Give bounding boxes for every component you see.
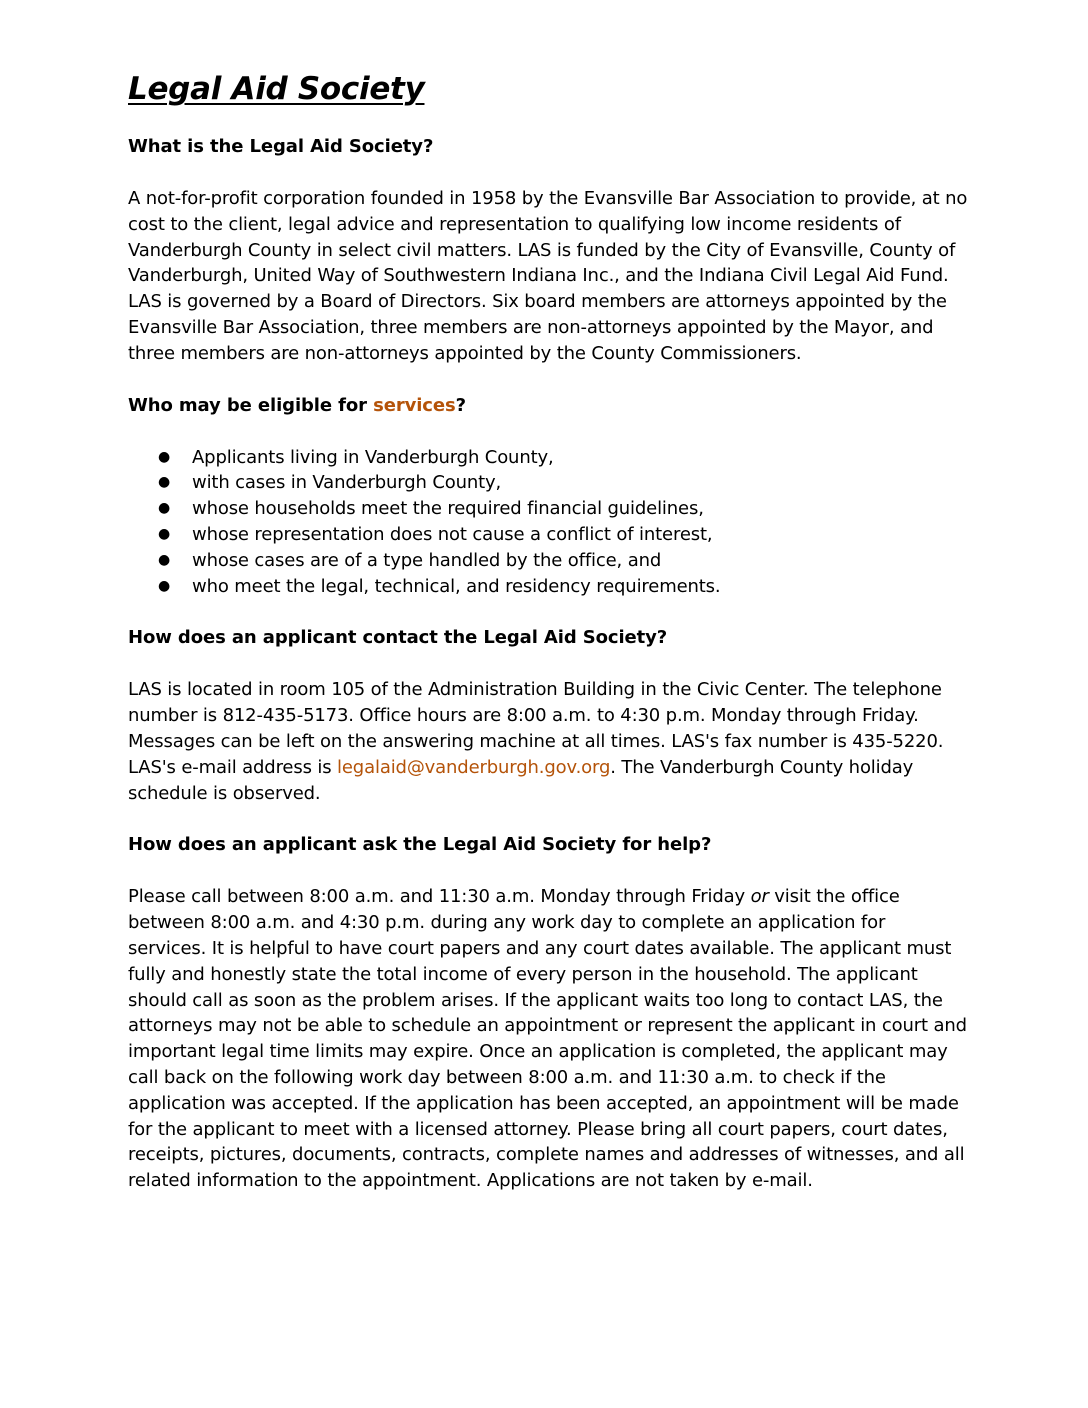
section-body-help: [128, 884, 968, 1194]
list-item: [128, 445, 968, 471]
contact-text: LAS is located in room 105 of the Administration Building in the Civic Center. The telephone number is 812-435-5173. Office hours are 8:00 a.m. to 4:30 p.m. Monday through Friday. Messages can be left on the answering machine at all times. LAS's fax number is 435-5220. LAS's e-mail address is: [128, 679, 944, 778]
list-item-text: who meet the legal, technical, and residency requirements.: [192, 575, 721, 597]
list-item-text: whose cases are of a type handled by the office, and: [192, 549, 662, 571]
email-link[interactable]: legalaid@vanderburgh.gov.org: [337, 756, 611, 778]
help-text-end: visit the office between 8:00 a.m. and 4:30 p.m. during any work day to complete an application for services. It is helpful to have court papers and any court dates available. The applicant must fully and honestly state the total income of every person in the household. The applicant should call as soon as the problem arises. If the applicant waits too long to contact LAS, the attorneys may not be able to schedule an appointment or represent the applicant in court and important legal time limits may expire. Once an application is completed, the applicant may call back on the following work day between 8:00 a.m. and 11:30 a.m. to check if the application was accepted. If the application has been accepted, an appointment will be made for the applicant to meet with a licensed attorney. Please bring all court papers, court dates, receipts, pictures, documents, contracts, complete names and addresses of witnesses, and all related information to the appointment. Applications are not taken by e-mail.: [128, 886, 967, 1192]
section-body-contact: [128, 677, 968, 806]
list-item: [128, 548, 968, 574]
bullet-icon: ●: [158, 474, 171, 491]
list-item-text: whose households meet the required financial guidelines,: [192, 498, 704, 520]
list-item: [128, 496, 968, 522]
list-item-text: whose representation does not cause a conflict of interest,: [192, 523, 713, 545]
section-heading-eligible: [128, 393, 968, 419]
page-title: Legal Aid Society: [128, 71, 425, 107]
section-heading-what: What is the Legal Aid Society?: [128, 136, 434, 157]
list-item-text: Applicants living in Vanderburgh County,: [192, 446, 554, 468]
services-link[interactable]: services: [373, 394, 456, 416]
bullet-icon: ●: [158, 551, 171, 568]
heading-punctuation: ?: [455, 394, 466, 416]
help-text: Please call between 8:00 a.m. and 11:30 a.m. Monday through Friday: [128, 886, 751, 908]
bullet-icon: ●: [158, 500, 171, 517]
contact-text-end: . The Vanderburgh County holiday schedule is observed.: [128, 756, 914, 804]
help-emphasis: or: [750, 886, 769, 908]
bullet-icon: ●: [158, 448, 171, 465]
list-item: [128, 574, 968, 600]
section-heading-contact: How does an applicant contact the Legal Aid Society?: [128, 627, 668, 649]
list-item-text: with cases in Vanderburgh County,: [192, 472, 502, 494]
eligibility-list: [128, 445, 968, 600]
document-content: [128, 66, 968, 1194]
section-body-what: A not-for-profit corporation founded in 1958 by the Evansville Bar Association to provide, at no cost to the client, legal advice and representation to qualifying low income residents of Vanderburgh County in select civil matters. LAS is funded by the City of Evansville, County of Vanderburgh, United Way of Southwestern Indiana Inc., and the Indiana Civil Legal Aid Fund. LAS is governed by a Board of Directors. Six board members are attorneys appointed by the Evansville Bar Association, three members are non-attorneys appointed by the Mayor, and three members are non-attorneys appointed by the County Commissioners.: [128, 188, 968, 364]
section-heading-help: How does an applicant ask the Legal Aid Society for help?: [128, 834, 712, 856]
list-item: [128, 470, 968, 496]
list-item: [128, 522, 968, 548]
bullet-icon: ●: [158, 577, 171, 594]
bullet-icon: ●: [158, 525, 171, 542]
heading-text: Who may be eligible for: [128, 394, 374, 416]
